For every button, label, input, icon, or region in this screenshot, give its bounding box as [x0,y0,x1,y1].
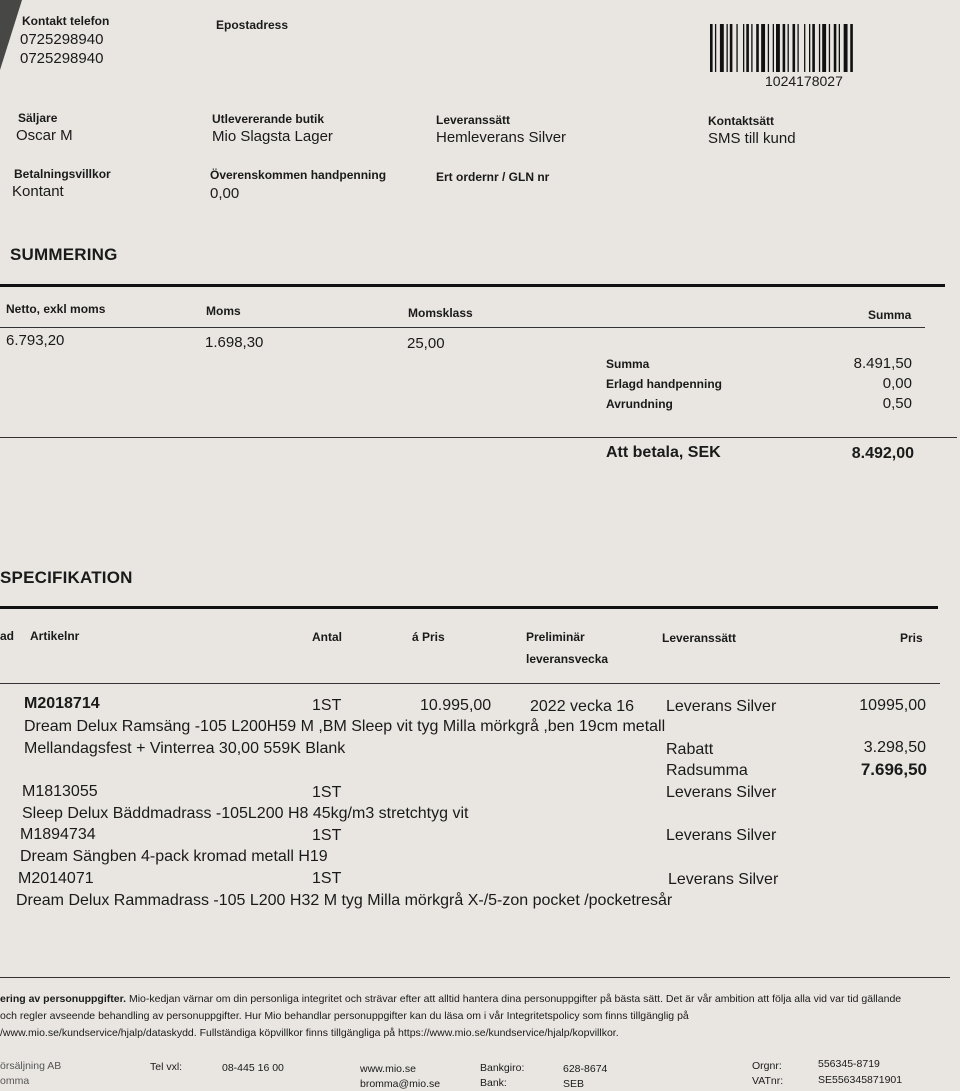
barcode-bar [715,24,716,72]
barcode-bar [804,24,805,72]
summary-title: SUMMERING [10,245,118,264]
item-article: M2018714 [24,695,100,712]
vatnr-value: SE556345871901 [818,1074,903,1086]
summary-rule-total [0,437,957,438]
spec-header-row: ad [0,629,15,643]
barcode-number: 1024178027 [765,73,843,89]
spec-title: SPECIFIKATION [0,568,133,587]
barcode-bar [776,24,780,72]
item-description: Dream Delux Rammadrass -105 L200 H32 M tyg Milla mörkgrå X-/5-zon pocket /pocketresår [16,892,673,909]
privacy-text-2: och regler avseende behandling av personuppgifter. Hur Mio behandlar personuppgifter kan du läsa om i vår Integritetspolicy som finns tillgänglig på [0,1010,689,1022]
row-sum-value: 7.696,50 [860,760,927,779]
barcode-bar [730,24,733,72]
privacy-heading: ering av personuppgifter. [0,993,127,1005]
tel-value: 08-445 16 00 [222,1062,284,1074]
contact-phone-label: Kontakt telefon [22,14,110,28]
spec-rule-top [0,606,938,609]
barcode-bar [797,24,798,72]
barcode-bar [751,24,752,72]
item-description-2: Mellandagsfest + Vinterrea 30,00 559K Blank [24,740,346,757]
total-label: Att betala, SEK [606,444,721,461]
contact-method-value: SMS till kund [708,130,796,147]
spec-header-price: Pris [900,631,923,645]
contact-phone-1: 0725298940 [20,31,104,48]
summary-line-label: Summa [606,357,650,371]
payment-terms-value: Kontant [12,183,64,200]
bank-label: Bank: [480,1077,507,1089]
item-qty: 1ST [312,827,342,844]
barcode-bar [768,24,769,72]
summary-vat-value: 1.698,30 [205,334,264,351]
summary-header-vat: Moms [206,304,241,318]
barcode-bar [743,24,744,72]
tel-label: Tel vxl: [150,1061,183,1073]
seller-label: Säljare [18,111,58,125]
page-corner-shadow [0,0,22,70]
item-qty: 1ST [312,697,342,714]
store-label: Utlevererande butik [212,112,325,126]
summary-net-value: 6.793,20 [6,332,65,349]
spec-header-week: Preliminär [526,630,585,644]
barcode-bar [844,24,848,72]
privacy-line-1 [0,993,955,1005]
row-sum-label: Radsumma [666,762,748,779]
barcode-bar [819,24,820,72]
summary-line-label: Avrundning [606,397,673,411]
item-article: M1813055 [22,783,98,800]
item-article: M2014071 [18,870,94,887]
order-no-label: Ert ordernr / GLN nr [436,170,550,184]
barcode-bar [727,24,728,72]
summary-vat-class-value: 25,00 [407,335,445,352]
item-week: 2022 vecka 16 [530,698,635,715]
summary-line-label: Erlagd handpenning [606,377,722,391]
item-delivery: Leverans Silver [666,698,777,715]
orgnr-label: Orgnr: [752,1060,782,1072]
item-unit-price: 10.995,00 [420,697,492,714]
store-value: Mio Slagsta Lager [212,128,333,145]
barcode-bar [761,24,765,72]
barcode-bar [834,24,837,72]
barcode-bar [850,24,853,72]
barcode-bar [756,24,759,72]
website: www.mio.se [360,1063,417,1075]
barcode-bar [822,24,826,72]
summary-header-sum: Summa [868,308,912,322]
contact-method-label: Kontaktsätt [708,114,775,128]
barcode-bar [829,24,830,72]
summary-header-vat-class: Momsklass [408,306,473,320]
barcode-bar [773,24,774,72]
barcode-bar [710,24,713,72]
barcode-bar [788,24,789,72]
discount-label: Rabatt [666,741,714,758]
delivery-label: Leveranssätt [436,113,511,127]
company-city: omma [0,1075,30,1087]
deposit-value: 0,00 [210,185,240,202]
item-delivery: Leverans Silver [668,871,779,888]
payment-terms-label: Betalningsvillkor [14,167,111,181]
item-qty: 1ST [312,784,342,801]
bankgiro-label: Bankgiro: [480,1062,525,1074]
delivery-value: Hemleverans Silver [436,129,567,146]
barcode [710,24,894,72]
item-delivery: Leverans Silver [666,784,777,801]
barcode-bar [839,24,840,72]
store-email: bromma@mio.se [360,1078,441,1090]
item-description: Dream Delux Ramsäng -105 L200H59 M ,BM Sleep vit tyg Milla mörkgrå ,ben 19cm metall [24,718,666,735]
barcode-bar [793,24,796,72]
company-name: örsäljning AB [0,1060,62,1072]
total-value: 8.492,00 [851,445,914,462]
spec-rule-header [0,683,940,684]
footer-rule [0,977,950,978]
contact-phone-2: 0725298940 [20,50,104,67]
spec-header-unit-price: á Pris [412,630,445,644]
discount-value: 3.298,50 [863,739,926,756]
summary-header-net: Netto, exkl moms [6,302,106,316]
barcode-bar [746,24,749,72]
barcode-bar [809,24,810,72]
barcode-bar [736,24,737,72]
summary-rule-header [0,327,925,328]
bank-value: SEB [563,1078,585,1090]
item-price: 10995,00 [859,697,926,714]
deposit-label: Överenskommen handpenning [210,168,387,182]
orgnr-value: 556345-8719 [818,1058,880,1070]
summary-line-value: 0,00 [882,375,912,392]
item-description: Sleep Delux Bäddmadrass -105L200 H8 45kg/m3 stretchtyg vit [22,805,469,822]
email-label: Epostadress [216,18,289,32]
barcode-bar [783,24,786,72]
privacy-text-3: /www.mio.se/kundservice/hjalp/dataskydd. Fullständiga köpvillkor finns tillgängliga på https://www.mio.se/kundservice/hjalp/kopvillkor. [0,1027,619,1039]
spec-header-article: Artikelnr [30,629,80,643]
spec-header-week-2: leveransvecka [526,652,609,666]
privacy-text-1: Mio-kedjan värnar om din personliga integritet och strävar efter att alltid hantera dina personuppgifter på bästa sätt. Det är vår ambition att följa alla vid var tid gällande [126,993,902,1005]
item-qty: 1ST [312,870,342,887]
bankgiro-value: 628-8674 [563,1063,608,1075]
item-description: Dream Sängben 4-pack kromad metall H19 [20,848,328,865]
summary-line-value: 8.491,50 [853,355,912,372]
summary-line-value: 0,50 [882,395,912,412]
vatnr-label: VATnr: [752,1075,784,1087]
summary-rule-top [0,284,945,287]
seller-value: Oscar M [16,127,73,144]
spec-header-delivery: Leveranssätt [662,631,737,645]
item-delivery: Leverans Silver [666,827,777,844]
spec-header-qty: Antal [312,630,342,644]
item-article: M1894734 [20,826,96,843]
barcode-bar [812,24,815,72]
barcode-bar [720,24,724,72]
